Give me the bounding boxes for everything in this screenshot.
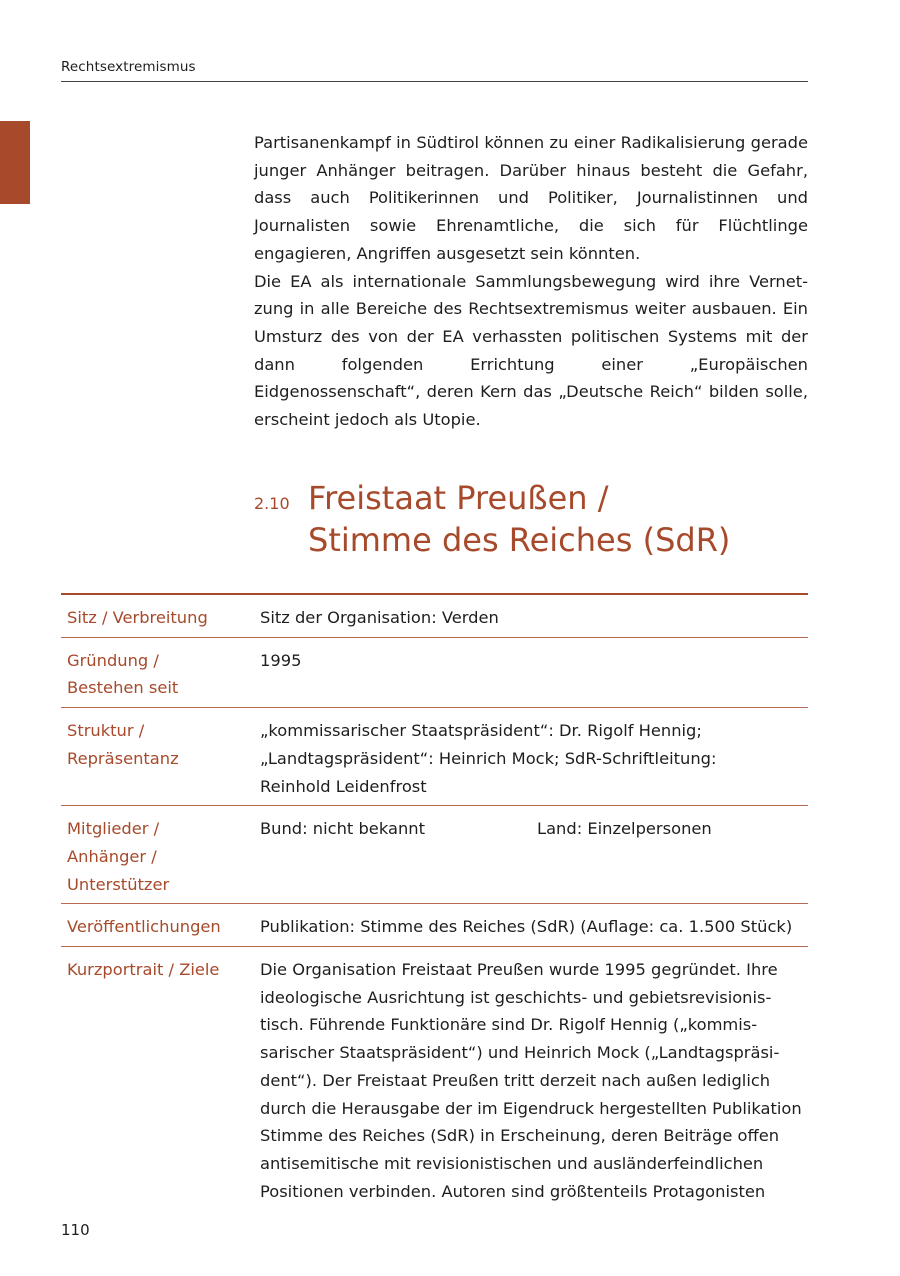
row-value: Publikation: Stimme des Reiches (SdR) (Auflage: ca. 1.500 Stück): [260, 917, 793, 937]
row-label-line: Struktur /: [67, 721, 145, 741]
row-label: [61, 647, 260, 702]
section-title-line: Stimme des Reiches (SdR): [308, 521, 731, 559]
table-row: [61, 638, 808, 708]
row-value: [260, 717, 808, 800]
chapter-side-tab: [0, 121, 30, 204]
row-value-line: Positionen verbinden. Autoren sind größtenteils Protagonisten: [260, 1181, 766, 1201]
row-value-line: ideologische Ausrichtung ist geschichts- und gebietsrevisionis-: [260, 987, 772, 1007]
membership-state: Land: Einzelpersonen: [537, 819, 712, 839]
row-label: [61, 815, 260, 898]
table-row: [61, 708, 808, 806]
row-value: [260, 956, 808, 1205]
body-text: [254, 129, 808, 434]
row-label-line: Unterstützer: [67, 874, 170, 894]
row-label-line: Anhänger /: [67, 846, 157, 866]
row-value-line: dent“). Der Freistaat Preußen tritt derzeit nach außen lediglich: [260, 1070, 771, 1090]
table-row: [61, 595, 808, 638]
row-label: Veröffentlichungen: [67, 917, 221, 937]
row-value: [260, 815, 808, 898]
row-value-line: Reinhold Leidenfrost: [260, 776, 427, 796]
row-value: 1995: [260, 650, 302, 670]
row-value-line: Stimme des Reiches (SdR) in Erscheinung, deren Beiträge offen: [260, 1126, 780, 1146]
row-value-line: tisch. Führende Funktionäre sind Dr. Rigolf Hennig („kommis-: [260, 1015, 758, 1035]
paragraph: Die EA als internationale Sammlungsbewegung wird ihre Vernetzung in alle Bereiche des Rechtsextremismus weiter ausbauen. Ein Umsturz des von der EA verhassten politischen Systems mit der dann folgenden Errichtung einer „Europäischen Eidgenossenschaft“, deren Kern das „Deutsche Reich“ bilden solle, erscheint jedoch als Utopie.: [254, 271, 808, 430]
row-label: Kurzportrait / Ziele: [67, 960, 220, 980]
page-number: 110: [61, 1221, 90, 1239]
row-value-line: „kommissarischer Staatspräsident“: Dr. Rigolf Hennig;: [260, 721, 702, 741]
row-value-line: sarischer Staatspräsident“) und Heinrich Mock („Landtagspräsi-: [260, 1043, 780, 1063]
paragraph: Partisanenkampf in Südtirol können zu einer Radikalisierung gerade junger Anhänger beitragen. Darüber hinaus besteht die Gefahr, dass auch Politikerinnen und Politiker, Journalistinnen und Journalisten sowie Ehrenamtliche, die sich für Flüchtlinge engagieren, Angriffen ausgesetzt sein könnten.: [254, 133, 808, 263]
section-number: 2.10: [254, 494, 290, 513]
row-value: Sitz der Organisation: Verden: [260, 608, 499, 627]
row-label-line: Repräsentanz: [67, 748, 179, 768]
row-label: [61, 717, 260, 800]
row-value-line: antisemitische mit revisionistischen und ausländerfeindlichen: [260, 1153, 764, 1173]
row-value-line: Die Organisation Freistaat Preußen wurde 1995 gegründet. Ihre: [260, 960, 778, 980]
row-label-line: Mitglieder /: [67, 819, 160, 839]
row-label-line: Gründung /: [67, 650, 159, 670]
row-value-line: durch die Herausgabe der im Eigendruck hergestellten Publikation: [260, 1098, 802, 1118]
row-label-line: Bestehen seit: [67, 678, 179, 698]
table-row: [61, 806, 808, 904]
section-title: [308, 477, 828, 561]
organization-profile-table: [61, 593, 808, 1210]
table-row: [61, 947, 808, 1210]
section-title-line: Freistaat Preußen /: [308, 479, 609, 517]
membership-federal: Bund: nicht bekannt: [260, 819, 425, 839]
row-value-line: „Landtagspräsident“: Heinrich Mock; SdR-Schriftleitung:: [260, 748, 717, 768]
membership-split: [260, 815, 808, 843]
running-head: Rechtsextremismus: [61, 59, 196, 75]
header-rule: [61, 81, 808, 82]
table-row: [61, 904, 808, 947]
row-label: Sitz / Verbreitung: [67, 608, 208, 627]
